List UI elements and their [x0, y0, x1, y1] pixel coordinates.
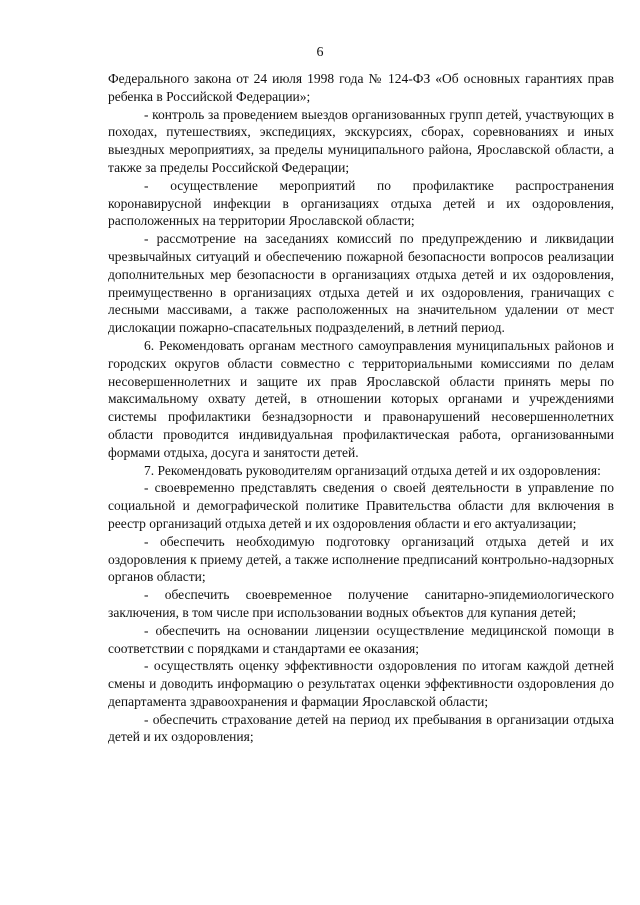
paragraph-medical: - обеспечить на основании лицензии осуществление медицинской помощи в соответствии с порядками и стандартами ее оказания; — [108, 622, 614, 656]
paragraph-control-trips: - контроль за проведением выездов организованных групп детей, участвующих в походах, путешествиях, экспедициях, экскурсиях, сборах, соревнованиях и иных выездных мероприятиях, за пределы муниципального района, Ярославской области, а также за пределы Российской Федерации; — [108, 106, 614, 175]
document-body — [108, 70, 614, 746]
paragraph-registry: - своевременно представлять сведения о своей деятельности в управление по социальной и демографической политике Правительства области для включения в реестр организаций отдыха детей и их оздоровления области и его актуализации; — [108, 480, 614, 531]
paragraph-insurance: - обеспечить страхование детей на период их пребывания в организации отдыха детей и их оздоровления; — [108, 711, 614, 745]
paragraph-effectiveness: - осуществлять оценку эффективности оздоровления по итогам каждой детней смены и доводить информацию о результатах оценки эффективности оздоровления до департамента здравоохранения и фармации Ярославской области; — [108, 658, 614, 709]
paragraph-continuation: Федерального закона от 24 июля 1998 года № 124-ФЗ «Об основных гарантиях прав ребенка в Российской Федерации»; — [108, 71, 614, 104]
paragraph-preparation: - обеспечить необходимую подготовку организаций отдыха детей и их оздоровления к приему детей, а также исполнение предписаний контрольно-надзорных органов области; — [108, 533, 614, 585]
paragraph-coronavirus-prevention: - осуществление мероприятий по профилактике распространения коронавирусной инфекции в организациях отдыха детей и их оздоровления, расположенных на территории Ярославской области; — [108, 177, 614, 229]
paragraph-sanitary: - обеспечить своевременное получение санитарно-эпидемиологического заключения, в том числе при использовании водных объектов для купания детей; — [108, 587, 614, 620]
paragraph-fire-safety: - рассмотрение на заседаниях комиссий по предупреждению и ликвидации чрезвычайных ситуаций и обеспечению пожарной безопасности вопросов реализации дополнительных мер безопасности в организациях отдыха детей и их оздоровления, преимущественно в организациях отдыха детей и их оздоровления, граничащих с лесными массивами, а также расположенных на значительном удалении от мест дислокации пожарно-спасательных подразделений, в летний период. — [108, 231, 614, 336]
page-number: 6 — [316, 45, 324, 60]
paragraph-item-6: 6. Рекомендовать органам местного самоуправления муниципальных районов и городских округов области совместно с территориальными комиссиями по делам несовершеннолетних и защите их прав Ярославской области принять меры по максимальному охвату детей, в отношении которых органами и учреждениями системы профилактики безнадзорности и правонарушений несовершеннолетних области проводится индивидуальная профилактическая работа, организованными формами отдыха, досуга и занятости детей. — [108, 337, 614, 460]
paragraph-item-7: 7. Рекомендовать руководителям организаций отдыха детей и их оздоровления: — [144, 462, 601, 478]
